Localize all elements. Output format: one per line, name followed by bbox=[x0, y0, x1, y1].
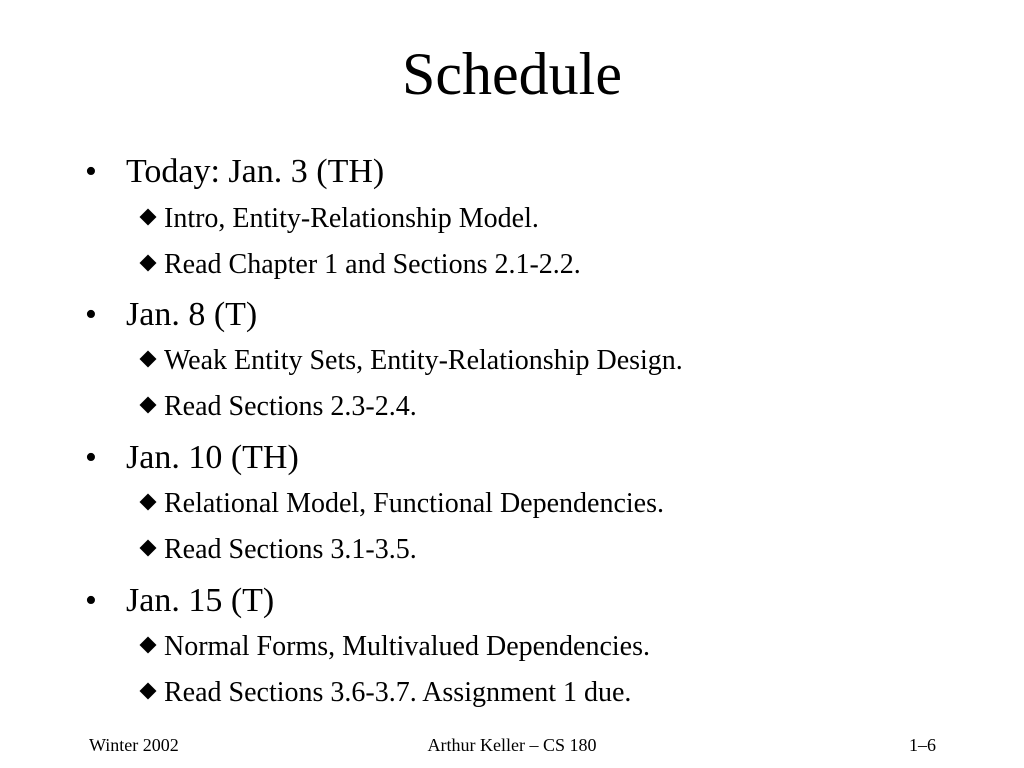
diamond-bullet-icon bbox=[140, 397, 157, 414]
diamond-bullet-icon bbox=[140, 209, 157, 226]
schedule-item bbox=[85, 581, 274, 621]
diamond-bullet-icon bbox=[140, 494, 157, 511]
schedule-subitem bbox=[141, 344, 683, 378]
slide-title: Schedule bbox=[402, 41, 622, 107]
schedule-item-date: Today: Jan. 3 (TH) bbox=[126, 153, 385, 190]
diamond-bullet-icon bbox=[140, 255, 157, 272]
schedule-subitem bbox=[141, 676, 631, 710]
schedule-subitem-text: Normal Forms, Multivalued Dependencies. bbox=[164, 631, 651, 662]
schedule-subitem-text: Intro, Entity-Relationship Model. bbox=[164, 203, 539, 234]
footer-author-course: Arthur Keller – CS 180 bbox=[427, 735, 597, 755]
schedule-subitem-text: Relational Model, Functional Dependencies. bbox=[164, 488, 664, 519]
bullet-icon: • bbox=[85, 296, 97, 333]
schedule-item-date: Jan. 8 (T) bbox=[126, 296, 258, 333]
schedule-subitem bbox=[141, 248, 581, 282]
footer-slide-number: 1–6 bbox=[909, 735, 936, 755]
schedule-subitem bbox=[141, 390, 417, 424]
bullet-icon: • bbox=[85, 439, 97, 476]
schedule-subitem-text: Read Chapter 1 and Sections 2.1-2.2. bbox=[164, 249, 581, 280]
diamond-bullet-icon bbox=[140, 637, 157, 654]
schedule-subitem bbox=[141, 630, 650, 664]
diamond-bullet-icon bbox=[140, 351, 157, 368]
schedule-item bbox=[85, 152, 384, 192]
footer-term: Winter 2002 bbox=[89, 735, 179, 755]
schedule-subitem bbox=[141, 487, 664, 521]
schedule-subitem-text: Read Sections 3.6-3.7. Assignment 1 due. bbox=[164, 677, 632, 708]
bullet-icon: • bbox=[85, 582, 97, 619]
bullet-icon: • bbox=[85, 153, 97, 190]
schedule-subitem-text: Read Sections 3.1-3.5. bbox=[164, 534, 417, 565]
schedule-subitem bbox=[141, 533, 417, 567]
schedule-subitem-text: Read Sections 2.3-2.4. bbox=[164, 391, 417, 422]
schedule-item-date: Jan. 10 (TH) bbox=[126, 439, 299, 476]
schedule-item bbox=[85, 438, 299, 478]
diamond-bullet-icon bbox=[140, 683, 157, 700]
schedule-item bbox=[85, 295, 257, 335]
schedule-item-date: Jan. 15 (T) bbox=[126, 582, 275, 619]
schedule-subitem-text: Weak Entity Sets, Entity-Relationship Design. bbox=[164, 345, 683, 376]
schedule-subitem bbox=[141, 202, 539, 236]
diamond-bullet-icon bbox=[140, 540, 157, 557]
